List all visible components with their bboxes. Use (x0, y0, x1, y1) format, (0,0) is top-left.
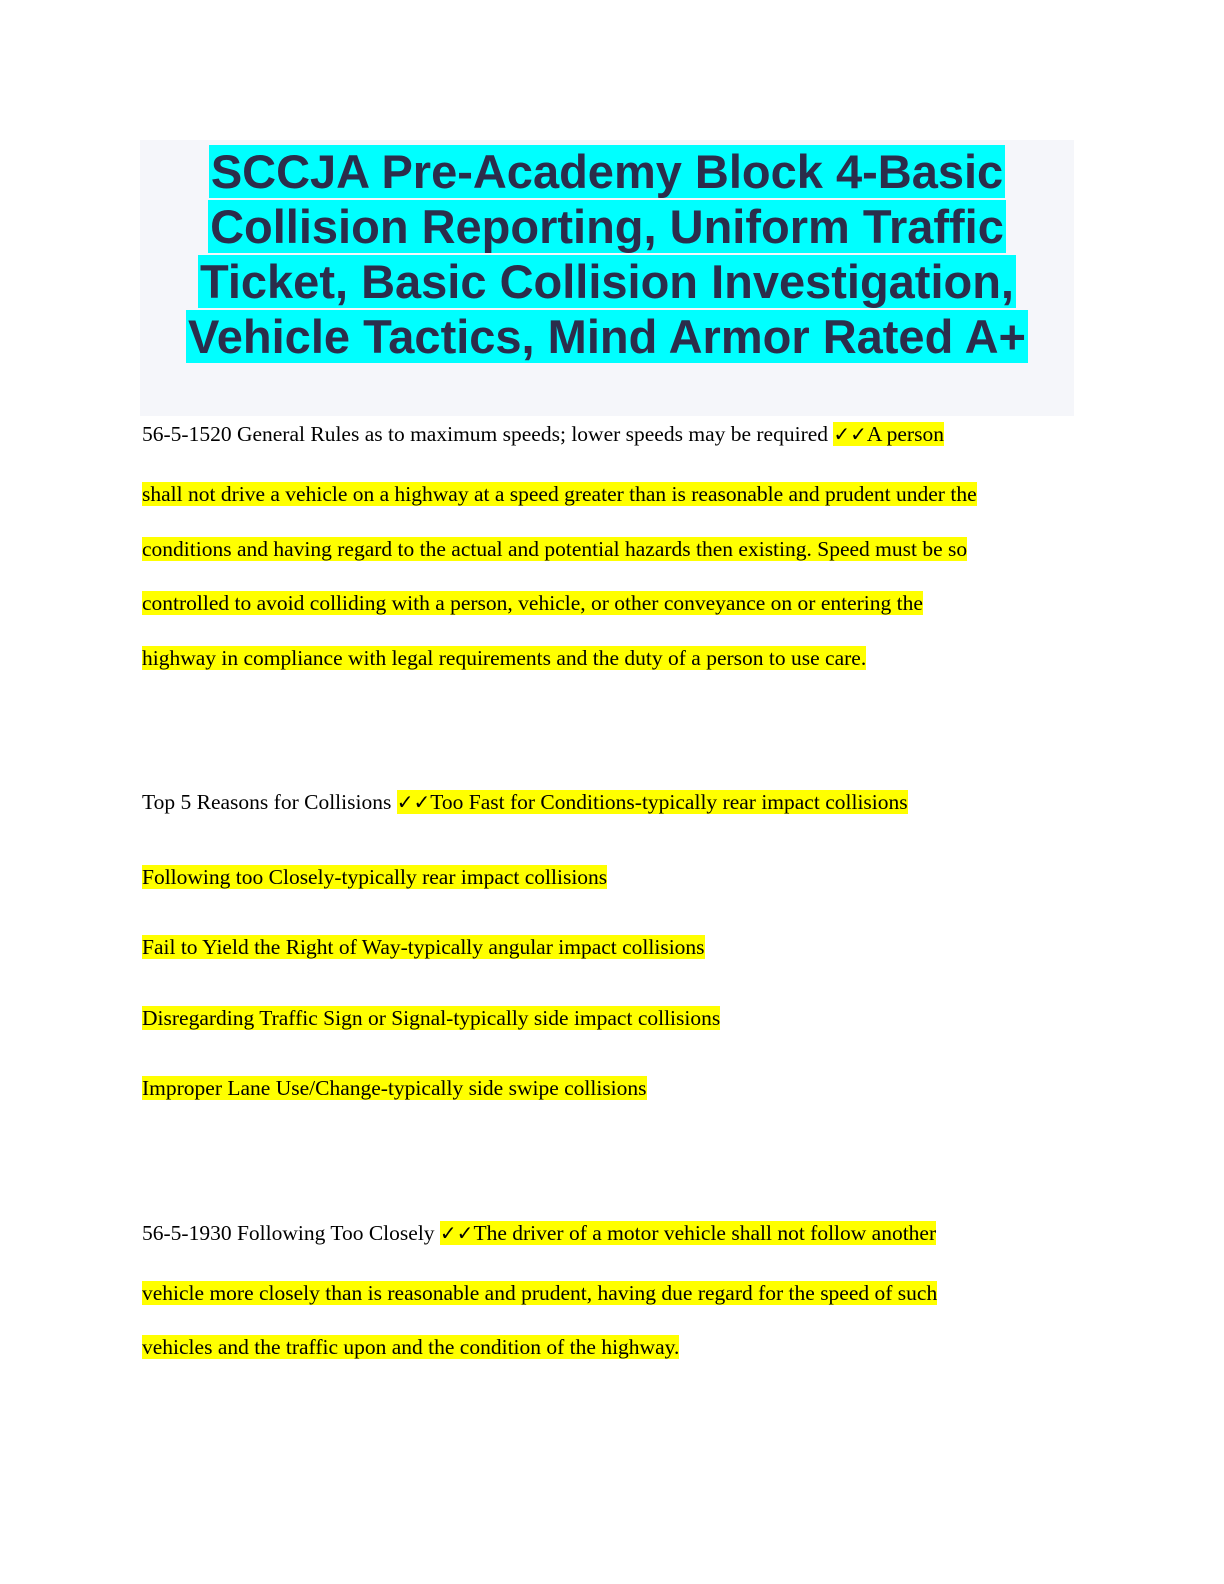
answer-text: Improper Lane Use/Change-typically side swipe collisions (142, 1076, 647, 1100)
answer-text: Following too Closely-typically rear impact collisions (142, 865, 608, 889)
entry-term-line (142, 788, 908, 816)
entry-term: 56-5-1520 General Rules as to maximum speeds; lower speeds may be required (142, 422, 834, 446)
answer-text: conditions and having regard to the actual and potential hazards then existing. Speed must be so (142, 537, 968, 561)
answer-line (142, 933, 705, 961)
answer-line (142, 1279, 937, 1307)
answer-text: Too Fast for Conditions-typically rear impact collisions (430, 790, 908, 814)
title-line: SCCJA Pre-Academy Block 4-Basic (210, 145, 1004, 198)
entry-term: 56-5-1930 Following Too Closely (142, 1221, 440, 1245)
title-line: Vehicle Tactics, Mind Armor Rated A+ (188, 310, 1026, 363)
document-title (140, 144, 1074, 364)
answer-line (142, 1004, 720, 1032)
answer-line (142, 589, 923, 617)
answer-text: controlled to avoid colliding with a person, vehicle, or other conveyance on or entering the (142, 591, 923, 615)
answer-highlight (833, 422, 944, 446)
title-line: Collision Reporting, Uniform Traffic (210, 200, 1004, 253)
answer-highlight (440, 1221, 936, 1245)
answer-text: Disregarding Traffic Sign or Signal-typically side impact collisions (142, 1006, 721, 1030)
answer-text: highway in compliance with legal requirements and the duty of a person to use care. (142, 646, 867, 670)
check-icon: ✓✓ (439, 1221, 474, 1245)
entry-term-line (142, 420, 944, 448)
entry-term: Top 5 Reasons for Collisions (142, 790, 397, 814)
check-icon: ✓✓ (396, 790, 431, 814)
answer-text: vehicle more closely than is reasonable and prudent, having due regard for the speed of such (142, 1281, 938, 1305)
answer-line (142, 1074, 647, 1102)
answer-line (142, 535, 967, 563)
answer-line (142, 1333, 679, 1361)
answer-line (142, 480, 977, 508)
title-line: Ticket, Basic Collision Investigation, (199, 255, 1014, 308)
check-icon: ✓✓ (833, 422, 867, 446)
title-block (140, 140, 1074, 416)
answer-text: Fail to Yield the Right of Way-typically angular impact collisions (142, 935, 705, 959)
answer-line (142, 644, 866, 672)
answer-text: shall not drive a vehicle on a highway at a speed greater than is reasonable and prudent under the (142, 482, 977, 506)
entry-term-line (142, 1219, 936, 1247)
answer-line (142, 863, 607, 891)
answer-text: The driver of a motor vehicle shall not follow another (473, 1221, 937, 1245)
answer-text: A person (866, 422, 944, 446)
answer-text: vehicles and the traffic upon and the condition of the highway. (142, 1335, 680, 1359)
answer-highlight (397, 790, 908, 814)
